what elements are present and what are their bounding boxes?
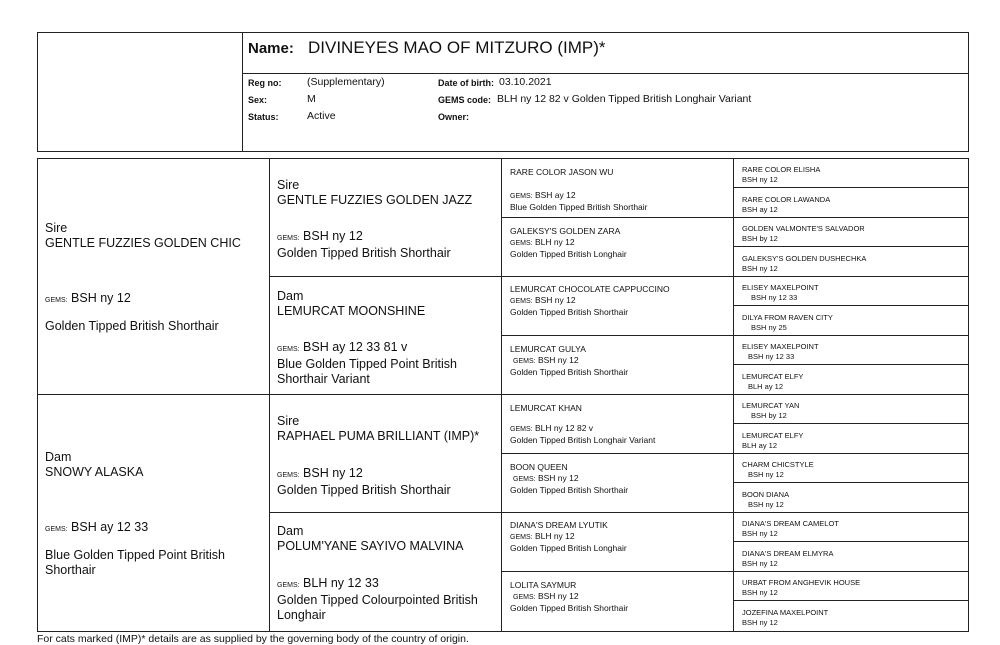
gen2-desc: Shorthair Variant [277,372,370,386]
gems-code: BLH ny 12 82 v [534,423,594,433]
gen4-cell [742,224,865,243]
gen4-name: URBAT FROM ANGHEVIK HOUSE [742,578,861,587]
gen3-divider-b [501,335,969,336]
gen4-gems: BLH ay 12 [742,440,778,450]
gen4-name: RARE COLOR LAWANDA [742,195,831,204]
gems-code: BSH ny 12 [537,591,579,601]
gen2-desc: Longhair [277,608,326,622]
gen4-gems: BSH by 12 [751,410,787,420]
gen4-name: BOON DIANA [742,490,790,499]
gen4-gems: BSH ny 12 [748,469,784,479]
gen4-cell [742,431,803,450]
gen4-divider [733,541,969,542]
gems-code: BSH ny 12 [71,291,131,305]
gen4-name: LEMURCAT ELFY [742,372,804,381]
gen4-name: ELISEY MAXELPOINT [742,283,819,292]
gen4-gems: BSH ny 12 [742,528,778,538]
gen2-ss [277,178,472,208]
gems-label: GEMS: [513,594,536,601]
gen4-name: ELISEY MAXELPOINT [742,342,819,351]
pedigree-col-divider-3 [733,158,734,632]
gen4-cell [742,342,819,361]
gen3-cell [510,462,628,496]
gen1-sire [45,221,241,251]
gen2-sd-gems [277,340,457,387]
gen4-cell [742,519,839,538]
gen1-sire-name: GENTLE FUZZIES GOLDEN CHIC [45,236,241,250]
header-name-divider [242,73,969,74]
owner-label: Owner: [438,112,470,122]
gems-code: BSH ay 12 [534,190,576,200]
gen3-desc: Golden Tipped British Longhair [510,543,627,553]
gems-code: BSH ny 12 [534,295,576,305]
gems-label: GEMS: [45,297,68,304]
gen1-dam-role: Dam [45,450,72,464]
gen2-desc: Golden Tipped British Shorthair [277,483,451,497]
gen3-cell [510,520,627,554]
gen1-divider [37,394,969,395]
gen1-sire-role: Sire [45,221,68,235]
gems-label: GEMS: [510,240,533,247]
name-label: Name: [248,40,294,57]
gen2-desc: Golden Tipped British Shorthair [277,246,451,260]
dob-label: Date of birth: [438,78,494,88]
gen4-cell [742,283,819,302]
gen4-cell [742,490,789,509]
gen4-cell [742,313,833,332]
gems-code: BSH ny 12 [537,355,579,365]
footnote: For cats marked (IMP)* details are as supplied by the governing body of the country of origin. [37,633,469,645]
cat-name: DIVINEYES MAO OF MITZURO (IMP)* [308,38,606,57]
gen3-cell [510,226,627,260]
dob-value: 03.10.2021 [499,76,552,88]
gems-label: GEMS: [513,476,536,483]
gen3-divider-c [501,453,969,454]
gen2-desc: Blue Golden Tipped Point British [277,357,457,371]
gen4-cell [742,372,803,391]
gen4-cell [742,195,830,214]
gen3-desc: Golden Tipped British Longhair [510,249,627,259]
reg-no-value: (Supplementary) [307,76,385,88]
gen4-divider [733,246,969,247]
gen2-dd-gems [277,576,478,623]
gen4-name: DIANA'S DREAM ELMYRA [742,549,834,558]
desc-line: Blue Golden Tipped Point British [45,548,225,562]
gems-label: GEMS: [277,472,300,479]
gems-label: GEMS: [510,426,533,433]
gen4-cell [742,578,860,597]
gen2-ss-gems [277,229,451,261]
gen2-name: LEMURCAT MOONSHINE [277,304,426,318]
gen3-cell [510,284,670,318]
gems-code: BSH ny 12 [303,466,363,480]
gen3-name: BOON QUEEN [510,462,568,472]
gen3-name: DIANA'S DREAM LYUTIK [510,520,608,530]
pedigree-col-divider-2 [501,158,502,632]
gen4-gems: BSH ny 12 33 [748,351,795,361]
gems-label: GEMS: [277,346,300,353]
gems-label: GEMS: [510,298,533,305]
gems-code: BSH ny 12 [303,229,363,243]
gen4-gems: BLH ay 12 [748,381,784,391]
gen4-name: LEMURCAT YAN [742,401,800,410]
gen2-desc: Golden Tipped Colourpointed British [277,593,478,607]
gen4-gems: BSH ny 12 [742,174,778,184]
gen3-desc: Golden Tipped British Shorthair [510,367,629,377]
gen2-role: Sire [277,178,300,192]
gen4-gems: BSH ny 12 [742,587,778,597]
status-label: Status: [248,112,279,122]
gen3-cell [510,580,628,614]
sex-label: Sex: [248,95,268,105]
gen1-dam-gems [45,520,148,537]
gen2-sd [277,289,425,319]
desc-line: Shorthair [45,563,96,577]
gen1-dam-desc [45,548,225,578]
header-divider [242,32,243,152]
gen4-name: CHARM CHICSTYLE [742,460,814,469]
gen3-desc: Golden Tipped British Longhair Variant [510,435,656,445]
gen4-gems: BSH ny 12 [742,617,778,627]
gen3-desc: Golden Tipped British Shorthair [510,603,629,613]
gen4-divider [733,187,969,188]
gen2-role: Sire [277,414,300,428]
gen1-sire-gems [45,291,131,308]
gems-code: BLH ny 12 [534,237,575,247]
gems-label: GEMS: [513,358,536,365]
gems-label: GEMS: [510,534,533,541]
gen2-role: Dam [277,524,304,538]
reg-no-label: Reg no: [248,78,282,88]
gen2-divider-a [269,276,969,277]
gen3-cell [510,344,628,378]
gen4-gems: BSH ny 12 [742,263,778,273]
gen3-desc: Golden Tipped British Shorthair [510,485,629,495]
gen3-cell [510,403,655,446]
gen4-cell [742,401,799,420]
pedigree-col-divider-1 [269,158,270,632]
gen2-ds [277,414,479,444]
gen2-dd [277,524,463,554]
gems-label: GEMS: [277,582,300,589]
gen3-divider-a [501,217,969,218]
gems-code-label: GEMS code: [438,95,492,105]
gen4-name: GOLDEN VALMONTE'S SALVADOR [742,224,865,233]
gen3-cell [510,167,648,213]
gen1-sire-desc: Golden Tipped British Shorthair [45,319,219,333]
gen4-cell [742,254,866,273]
gen4-divider [733,423,969,424]
gen4-divider [733,305,969,306]
gen4-cell [742,608,828,627]
gen4-cell [742,460,814,479]
gen3-desc: Blue Golden Tipped British Shorthair [510,202,648,212]
gems-code: BLH ny 12 33 [303,576,379,590]
gen4-gems: BSH by 12 [742,233,778,243]
gen3-name: RARE COLOR JASON WU [510,167,614,177]
gen2-name: RAPHAEL PUMA BRILLIANT (IMP)* [277,429,480,443]
gen4-name: GALEKSY'S GOLDEN DUSHECHKA [742,254,867,263]
gen4-gems: BSH ny 12 [742,558,778,568]
gen4-cell [742,165,820,184]
gems-label: GEMS: [510,193,533,200]
gen3-name: LEMURCAT KHAN [510,403,582,413]
gen3-divider-d [501,571,969,572]
status-value: Active [307,110,336,122]
gen3-desc: Golden Tipped British Shorthair [510,307,629,317]
gen4-name: RARE COLOR ELISHA [742,165,821,174]
gen4-divider [733,364,969,365]
gen4-divider [733,600,969,601]
gems-label: GEMS: [277,235,300,242]
gen4-gems: BSH ny 12 [748,499,784,509]
gems-label: GEMS: [45,526,68,533]
gems-code: BSH ay 12 33 [71,520,149,534]
gen4-name: DILYA FROM RAVEN CITY [742,313,833,322]
gen3-name: GALEKSY'S GOLDEN ZARA [510,226,621,236]
gen4-name: JOZEFINA MAXELPOINT [742,608,829,617]
gen1-dam [45,450,143,480]
gen3-name: LOLITA SAYMUR [510,580,577,590]
gen4-divider [733,482,969,483]
gen2-ds-gems [277,466,451,498]
gems-code: BSH ny 12 [537,473,579,483]
gems-code: BSH ay 12 33 81 v [303,340,408,354]
sex-value: M [307,93,316,105]
gen4-cell [742,549,833,568]
gems-code-value: BLH ny 12 82 v Golden Tipped British Longhair Variant [497,93,752,105]
gen2-name: POLUM'YANE SAYIVO MALVINA [277,539,464,553]
gen4-name: LEMURCAT ELFY [742,431,804,440]
gen3-name: LEMURCAT GULYA [510,344,586,354]
gen4-gems: BSH ny 12 33 [751,292,798,302]
gems-code: BLH ny 12 [534,531,575,541]
gen1-dam-name: SNOWY ALASKA [45,465,144,479]
gen2-divider-b [269,512,969,513]
gen4-name: DIANA'S DREAM CAMELOT [742,519,839,528]
gen2-name: GENTLE FUZZIES GOLDEN JAZZ [277,193,473,207]
gen4-gems: BSH ay 12 [742,204,778,214]
gen4-gems: BSH ny 25 [751,322,787,332]
gen2-role: Dam [277,289,304,303]
gen3-name: LEMURCAT CHOCOLATE CAPPUCCINO [510,284,670,294]
